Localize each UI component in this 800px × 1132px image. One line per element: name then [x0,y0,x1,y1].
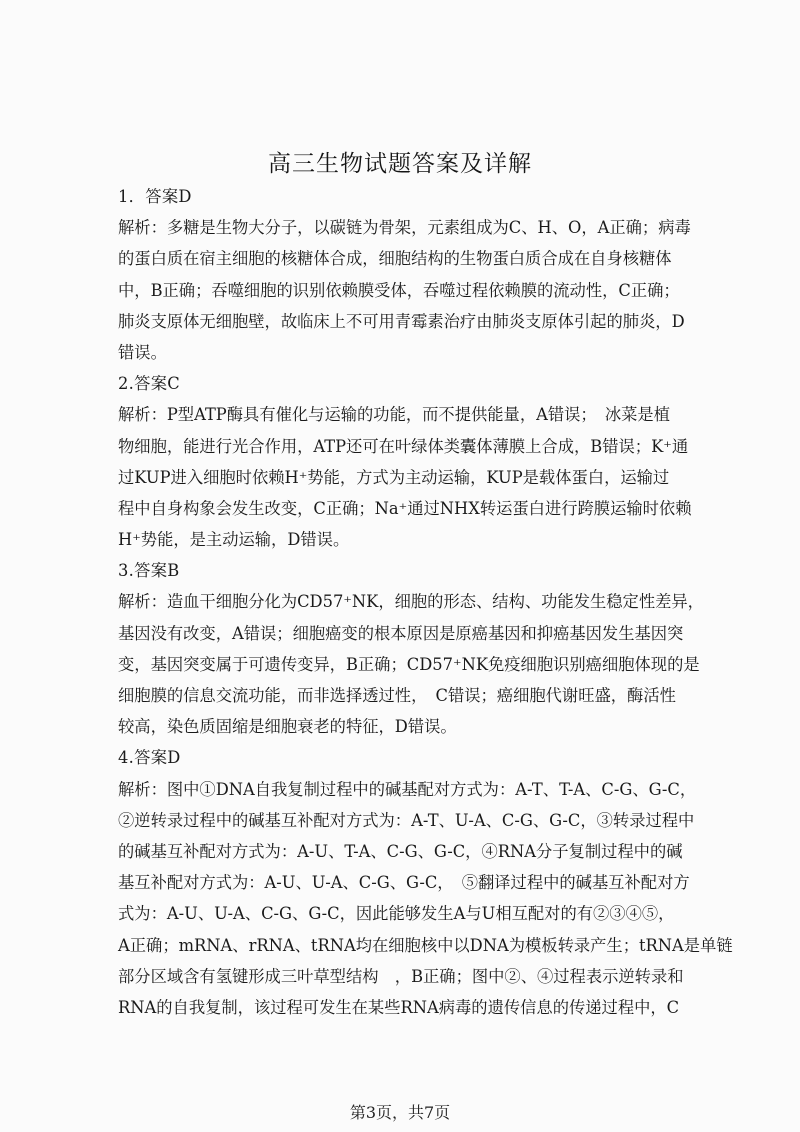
answer-4-analysis-line: 部分区域含有氢键形成三叶草型结构 ，B正确；图中②、④过程表示逆转录和 [118,966,684,986]
document-title: 高三生物试题答案及详解 [268,151,532,177]
answer-3-heading: 3.答案B [118,561,180,581]
answer-2-analysis-line: 过KUP进入细胞时依赖H⁺势能，方式为主动运输，KUP是载体蛋白，运输过 [118,467,670,487]
page-number: 第3页，共7页 [349,1103,451,1122]
answer-1-analysis-line: 解析：多糖是生物大分子，以碳链为骨架，元素组成为C、H、O，A正确；病毒 [118,218,691,238]
answer-4-analysis-line: RNA的自我复制，该过程可发生在某些RNA病毒的遗传信息的传递过程中，C [118,997,680,1017]
answer-3-analysis-line: 较高，染色质固缩是细胞衰老的特征，D错误。 [118,717,457,737]
answer-4-analysis-line: 式为：A-U、U-A、C-G、G-C，因此能够发生A与U相互配对的有②③④⑤， [118,904,675,924]
answer-2-analysis-line: H⁺势能，是主动运输，D错误。 [118,530,350,550]
answer-4-analysis-line: ②逆转录过程中的碱基互补配对方式为：A-T、U-A、C-G、G-C，③转录过程中 [118,810,695,830]
answer-2-analysis-line: 程中自身构象会发生改变，C正确；Na⁺通过NHX转运蛋白进行跨膜运输时依赖 [118,498,692,518]
answer-1-heading: 1．答案D [118,187,192,206]
answer-4-analysis-line: 基互补配对方式为：A-U、U-A、C-G、G-C， ⑤翻译过程中的碱基互补配对方 [118,873,690,893]
answer-content [118,181,733,1023]
answer-2-analysis-line: 物细胞，能进行光合作用，ATP还可在叶绿体类囊体薄膜上合成，B错误；K⁺通 [118,436,689,456]
answer-2-analysis-line: 解析：P型ATP酶具有催化与运输的功能，而不提供能量，A错误； 冰菜是植 [118,405,670,425]
answer-3-analysis-line: 基因没有改变，A错误；细胞癌变的根本原因是原癌基因和抑癌基因发生基因突 [118,623,684,643]
answer-4-heading: 4.答案D [118,748,181,768]
answer-3-analysis-line: 解析：造血干细胞分化为CD57⁺NK，细胞的形态、结构、功能发生稳定性差异， [118,592,704,612]
answer-4-analysis-line: 的碱基互补配对方式为：A-U、T-A、C-G、G-C，④RNA分子复制过程中的碱 [118,841,683,861]
answer-2-heading: 2.答案C [118,374,181,394]
answer-3-analysis-line: 细胞膜的信息交流功能，而非选择透过性， C错误；癌细胞代谢旺盛，酶活性 [118,686,676,705]
answer-1-analysis-line: 错误。 [118,342,167,362]
answer-4-analysis-line: 解析：图中①DNA自我复制过程中的碱基配对方式为：A-T、T-A、C-G、G-C， [118,779,697,799]
answer-1-analysis-line: 的蛋白质在宿主细胞的核糖体合成，细胞结构的生物蛋白质合成在自身核糖体 [118,249,672,269]
answer-1-analysis-line: 中，B正确；吞噬细胞的识别依赖膜受体，吞噬过程依赖膜的流动性，C正确； [118,280,680,300]
answer-4-analysis-line: A正确；mRNA、rRNA、tRNA均在细胞核中以DNA为模板转录产生；tRNA是单链 [118,935,733,955]
answer-3-analysis-line: 变，基因突变属于可遗传变异，B正确；CD57⁺NK免疫细胞识别癌细胞体现的是 [118,654,700,674]
answer-1-analysis-line: 肺炎支原体无细胞壁，故临床上不可用青霉素治疗由肺炎支原体引起的肺炎，D [118,311,685,331]
